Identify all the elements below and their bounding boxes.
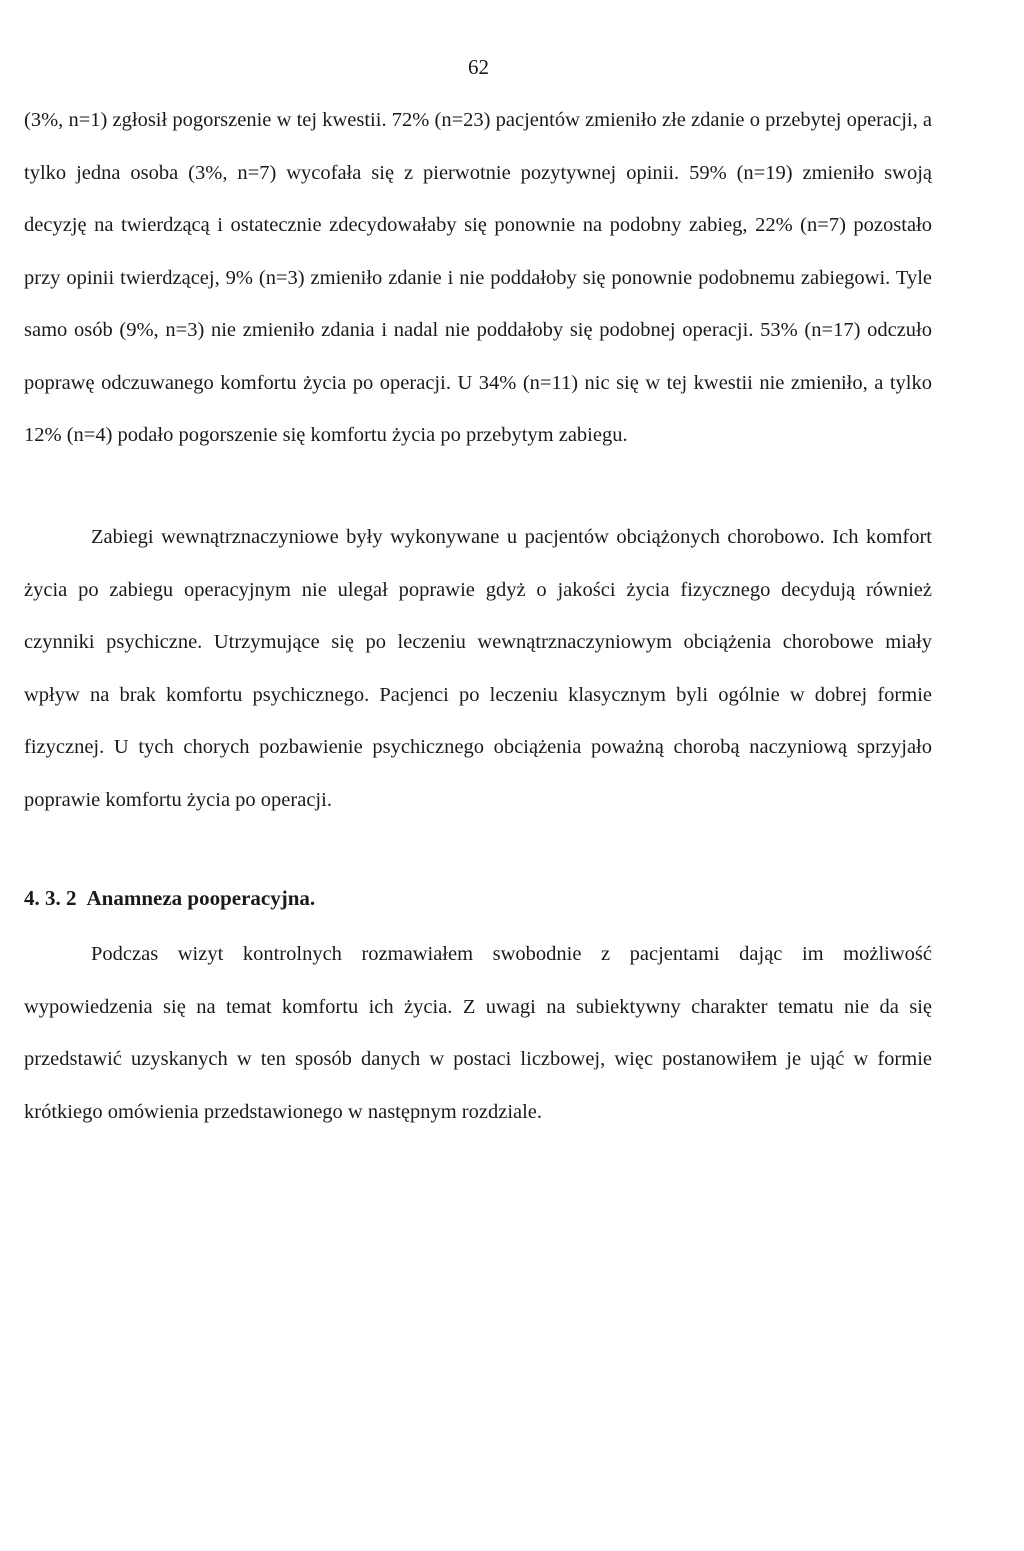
section-title: Anamneza pooperacyjna. <box>86 886 316 910</box>
paragraph-results: (3%, n=1) zgłosił pogorszenie w tej kwestii. 72% (n=23) pacjentów zmieniło złe zdanie o przebytej operacji, a tylko jedna osoba (3%, n=7) wycofała się z pierwotnie pozytywnej opinii. 59% (n=19) zmieniło swoją decyzję na twierdzącą i ostatecznie zdecydowałaby się ponownie na podobny zabieg, 22% (n=7) pozostało przy opinii twierdzącej, 9% (n=3) zmieniło zdanie i nie poddałoby się ponownie podobnemu zabiegowi. Tyle samo osób (9%, n=3) nie zmieniło zdania i nadal nie poddałoby się podobnej operacji. 53% (n=17) odczuło poprawę odczuwanego komfortu życia po operacji. U 34% (n=11) nic się w tej kwestii nie zmieniło, a tylko 12% (n=4) podało pogorszenie się komfortu życia po przebytym zabiegu. <box>24 109 932 446</box>
paragraph-anamnesis: Podczas wizyt kontrolnych rozmawiałem swobodnie z pacjentami dając im możliwość wypowiedzenia się na temat komfortu ich życia. Z uwagi na subiektywny charakter tematu nie da się przedstawić uzyskanych w ten sposób danych w postaci liczbowej, więc postanowiłem je ująć w formie krótkiego omówienia przedstawionego w następnym rozdziale. <box>24 943 932 1123</box>
paragraph-discussion: Zabiegi wewnątrznaczyniowe były wykonywane u pacjentów obciążonych chorobowo. Ich komfort życia po zabiegu operacyjnym nie ulegał poprawie gdyż o jakości życia fizycznego decydują również czynniki psychiczne. Utrzymujące się po leczeniu wewnątrznaczyniowym obciążenia chorobowe miały wpływ na brak komfortu psychicznego. Pacjenci po leczeniu klasycznym byli ogólnie w dobrej formie fizycznej. U tych chorych pozbawienie psychicznego obciążenia poważną chorobą naczyniową sprzyjało poprawie komfortu życia po operacji. <box>24 526 932 811</box>
page-number: 62 <box>468 55 489 79</box>
section-heading <box>24 886 315 911</box>
section-number: 4. 3. 2 <box>24 886 77 910</box>
